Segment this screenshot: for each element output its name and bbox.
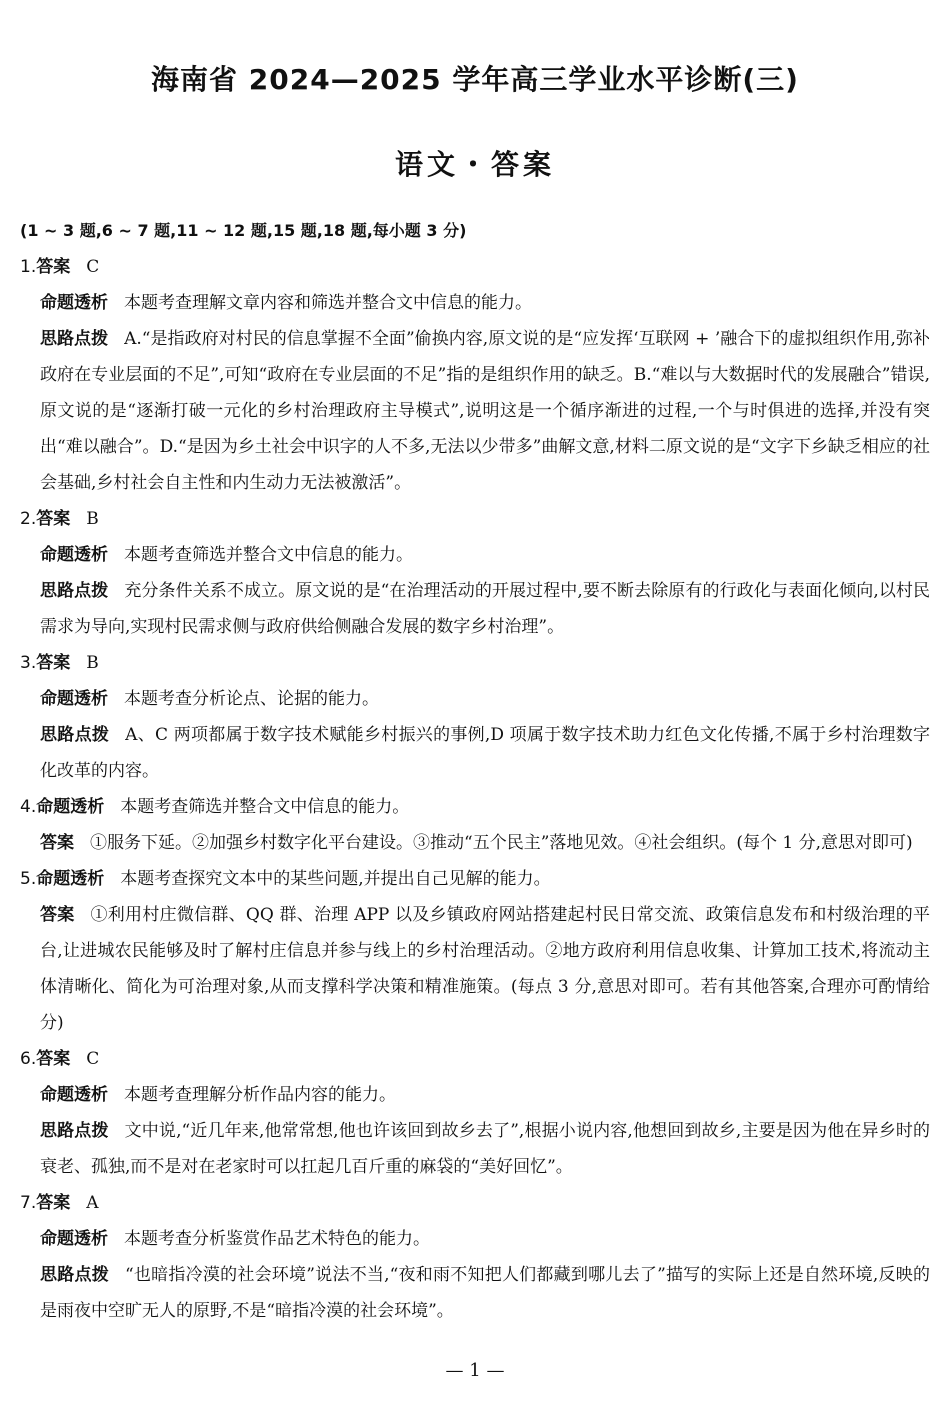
analysis-text: 本题考查理解分析作品内容的能力。 bbox=[124, 1085, 396, 1105]
analysis-text: 本题考查分析论点、论据的能力。 bbox=[124, 689, 379, 709]
question-1-hint bbox=[40, 321, 930, 501]
answer-label: 答案 bbox=[36, 1193, 71, 1213]
analysis-text: 本题考查分析鉴赏作品艺术特色的能力。 bbox=[124, 1229, 430, 1249]
hint-text: “也暗指冷漠的社会环境”说法不当,“夜和雨不知把人们都藏到哪儿去了”描写的实际上还是自然环境,反映的是雨夜中空旷无人的原野,不是“暗指冷漠的社会环境”。 bbox=[40, 1265, 931, 1321]
analysis-label: 命题透析 bbox=[36, 869, 105, 889]
analysis-text: 本题考查探究文本中的某些问题,并提出自己见解的能力。 bbox=[120, 869, 551, 889]
question-1-answer bbox=[20, 249, 930, 285]
answer-label: 答案 bbox=[40, 833, 74, 853]
hint-label: 思路点拨 bbox=[40, 581, 109, 601]
question-number: 7. bbox=[20, 1193, 37, 1213]
analysis-label: 命题透析 bbox=[40, 1229, 108, 1249]
question-2-analysis bbox=[40, 537, 930, 573]
question-6-analysis bbox=[40, 1077, 930, 1113]
analysis-text: 本题考查筛选并整合文中信息的能力。 bbox=[124, 545, 413, 565]
question-number: 6. bbox=[20, 1049, 37, 1069]
analysis-label: 命题透析 bbox=[40, 1085, 108, 1105]
answer-label: 答案 bbox=[36, 257, 71, 277]
answer-label: 答案 bbox=[36, 509, 71, 529]
question-3-analysis bbox=[40, 681, 930, 717]
analysis-label: 命题透析 bbox=[40, 545, 108, 565]
page-title: 海南省 2024—2025 学年高三学业水平诊断(三) bbox=[151, 63, 799, 96]
analysis-label: 命题透析 bbox=[40, 689, 108, 709]
answer-label: 答案 bbox=[40, 905, 75, 925]
answer-value: C bbox=[86, 1049, 100, 1069]
question-6-hint bbox=[40, 1113, 930, 1185]
question-6-answer bbox=[20, 1041, 930, 1077]
page-subtitle: 语文・答案 bbox=[394, 148, 555, 181]
hint-label: 思路点拨 bbox=[40, 1265, 109, 1285]
scoring-note: (1 ~ 3 题,6 ~ 7 题,11 ~ 12 题,15 题,18 题,每小题 3 分) bbox=[20, 221, 467, 240]
hint-text: A.“是指政府对村民的信息掌握不全面”偷换内容,原文说的是“应发挥‘互联网 + ’融合下的虚拟组织作用,弥补政府在专业层面的不足”,可知“政府在专业层面的不足”指的是组织作用的缺乏。B.“难以与大数据时代的发展融合”错误,原文说的是“逐渐打破一元化的乡村治理政府主导模式”,说明这是一个循序渐进的过程,一个与时俱进的选择,并没有突出“难以融合”。D.“是因为乡土社会中识字的人不多,无法以少带多”曲解文意,材料二原文说的是“文字下乡缺乏相应的社会基础,乡村社会自主性和内生动力无法被激活”。 bbox=[40, 329, 931, 493]
answer-label: 答案 bbox=[36, 653, 71, 673]
question-number: 1. bbox=[20, 257, 37, 277]
question-7-answer bbox=[20, 1185, 930, 1221]
answer-text: ①利用村庄微信群、QQ 群、治理 APP 以及乡镇政府网站搭建起村民日常交流、政策信息发布和村级治理的平台,让进城农民能够及时了解村庄信息并参与线上的乡村治理活动。②地方政府利用信息收集、计算加工技术,将流动主体清晰化、简化为可治理对象,从而支撑科学决策和精准施策。(每点 3 分,意思对即可。若有其他答案,合理亦可酌情给分) bbox=[40, 905, 930, 1033]
hint-label: 思路点拨 bbox=[40, 725, 110, 745]
answer-label: 答案 bbox=[36, 1049, 71, 1069]
analysis-text: 本题考查理解文章内容和筛选并整合文中信息的能力。 bbox=[124, 293, 532, 313]
question-2-hint bbox=[40, 573, 930, 645]
question-1-analysis bbox=[40, 285, 930, 321]
hint-text: 文中说,“近几年来,他常常想,他也许该回到故乡去了”,根据小说内容,他想回到故乡,主要是因为他在异乡时的衰老、孤独,而不是对在老家时可以扛起几百斤重的麻袋的“美好回忆”。 bbox=[40, 1121, 930, 1177]
analysis-text: 本题考查筛选并整合文中信息的能力。 bbox=[120, 797, 410, 817]
answer-value: B bbox=[86, 509, 99, 529]
question-number: 5. bbox=[20, 869, 37, 889]
question-number: 3. bbox=[20, 653, 37, 673]
question-number: 2. bbox=[20, 509, 37, 529]
hint-text: 充分条件关系不成立。原文说的是“在治理活动的开展过程中,要不断去除原有的行政化与表面化倾向,以村民需求为导向,实现村民需求侧与政府供给侧融合发展的数字乡村治理”。 bbox=[40, 581, 931, 637]
page-number: — 1 — bbox=[445, 1360, 505, 1381]
question-2-answer bbox=[20, 501, 930, 537]
question-7-hint bbox=[40, 1257, 930, 1329]
question-3-hint bbox=[40, 717, 930, 789]
question-3-answer bbox=[20, 645, 930, 681]
answer-value: C bbox=[86, 257, 100, 277]
answer-value: A bbox=[86, 1193, 99, 1213]
question-4-answer bbox=[40, 825, 930, 861]
hint-label: 思路点拨 bbox=[40, 1121, 109, 1141]
hint-text: A、C 两项都属于数字技术赋能乡村振兴的事例,D 项属于数字技术助力红色文化传播,不属于乡村治理数字化改革的内容。 bbox=[40, 725, 931, 781]
hint-label: 思路点拨 bbox=[40, 329, 109, 349]
analysis-label: 命题透析 bbox=[40, 293, 108, 313]
answer-text: ①服务下延。②加强乡村数字化平台建设。③推动“五个民主”落地见效。④社会组织。(每个 1 分,意思对即可) bbox=[90, 833, 913, 853]
analysis-label: 命题透析 bbox=[36, 797, 105, 817]
question-number: 4. bbox=[20, 797, 37, 817]
question-5-analysis bbox=[20, 861, 930, 897]
question-7-analysis bbox=[40, 1221, 930, 1257]
question-4-analysis bbox=[20, 789, 930, 825]
answer-content bbox=[20, 213, 930, 1329]
question-5-answer bbox=[40, 897, 930, 1041]
answer-value: B bbox=[86, 653, 99, 673]
